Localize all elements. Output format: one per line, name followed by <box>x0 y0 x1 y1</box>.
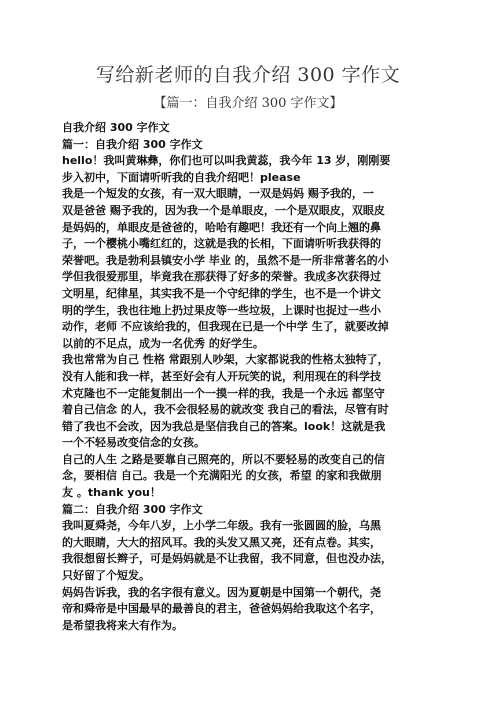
document-subtitle: 【篇一：自我介绍 300 字作文】 <box>153 96 343 111</box>
text-line: 以前的不足点，成为一名优秀 的好学生。 <box>62 336 264 350</box>
text-line: 子，一个樱桃小嘴红红的，这就是我的长相，下面请听听我获得的 <box>62 237 381 251</box>
text-line: 只好留了个短发。 <box>62 569 150 583</box>
text-line: hello！我叫黄琳彝，你们也可以叫我黄蕊，我今年 13 岁，刚刚要 <box>62 154 391 168</box>
text-line: 篇二：自我介绍 300 字作文 <box>62 502 203 516</box>
text-line: 错了我也不会改，因为我总是坚信我自己的答案。look！这就是我 <box>62 419 386 433</box>
text-line: 我叫夏舜尧，今年八岁，上小学二年级。我有一张圆圆的脸，乌黑 <box>62 519 381 533</box>
text-line: 我是一个短发的女孩，有一双大眼睛，一双是妈妈 赐予我的，一 <box>62 187 374 201</box>
text-line: 帝和舜帝是中国最早的最善良的君主，爸爸妈妈给我取这个名字， <box>62 602 381 616</box>
text-line: 双是爸爸 赐予我的，因为我一个是单眼皮，一个是双眼皮，双眼皮 <box>62 203 385 217</box>
text-line: 念，要相信 自己。我是一个充满阳光 的女孩，希望 的家和我做朋 <box>62 469 382 483</box>
text-line: 学但我很爱那里，毕竟我在那获得了好多的荣誉。我成多次获得过 <box>62 270 381 284</box>
text-line: 没有人能和我一样，甚至好会有人开玩笑的说，利用现在的科学技 <box>62 369 381 383</box>
text-line: 是妈妈的，单眼皮是爸爸的，哈哈有趣吧！我还有一个向上翘的鼻 <box>62 220 381 234</box>
text-line: 妈妈告诉我，我的名字很有意义。因为夏朝是中国第一个朝代，尧 <box>62 585 381 599</box>
document-title: 写给新老师的自我介绍 300 字作文 <box>95 64 401 86</box>
text-line: 我也常常为自己 性格 常跟别人吵架，大家都说我的性格太独特了， <box>62 353 389 367</box>
text-line: 明的学生，我也往地上扔过果皮等一些垃圾，上课时也捉过一些小 <box>62 303 381 317</box>
text-line: 友 。thank you！ <box>62 486 161 500</box>
text-line: 自己的人生 之路是要靠自己照亮的，所以不要轻易的改变自己的信 <box>62 452 385 466</box>
text-line: 步入初中，下面请听听我的自我介绍吧！please <box>62 170 301 184</box>
text-line: 动作，老师 不应该给我的，但我现在已是一个中学 生了，就要改掉 <box>62 320 389 334</box>
text-line: 术克隆也不一定能复制出一个一摸一样的我，我是一个永远 都坚守 <box>62 386 385 400</box>
text-line: 着自己信念 的人，我不会很轻易的就改变 我自己的看法，尽管有时 <box>62 403 389 417</box>
text-line: 的大眼睛，大大的招风耳。我的头发又黑又亮，还有点卷。其实， <box>62 535 381 549</box>
text-line: 是希望我将来大有作为。 <box>62 618 183 632</box>
text-line: 我很想留长辫子，可是妈妈就是不让我留，我不同意，但也没办法， <box>62 552 392 566</box>
document-body <box>62 120 442 634</box>
text-line: 荣誉吧。我是勃利县镇安小学 毕业 的，虽然不是一所非常著名的小 <box>62 253 389 267</box>
text-line: 篇一：自我介绍 300 字作文 <box>62 137 203 151</box>
text-line: 自我介绍 300 字作文 <box>62 121 170 134</box>
text-line: 文明星，纪律星，其实我不是一个守纪律的学生，也不是一个讲文 <box>62 286 381 300</box>
text-line: 一个不轻易改变信念的女孩。 <box>62 436 205 450</box>
